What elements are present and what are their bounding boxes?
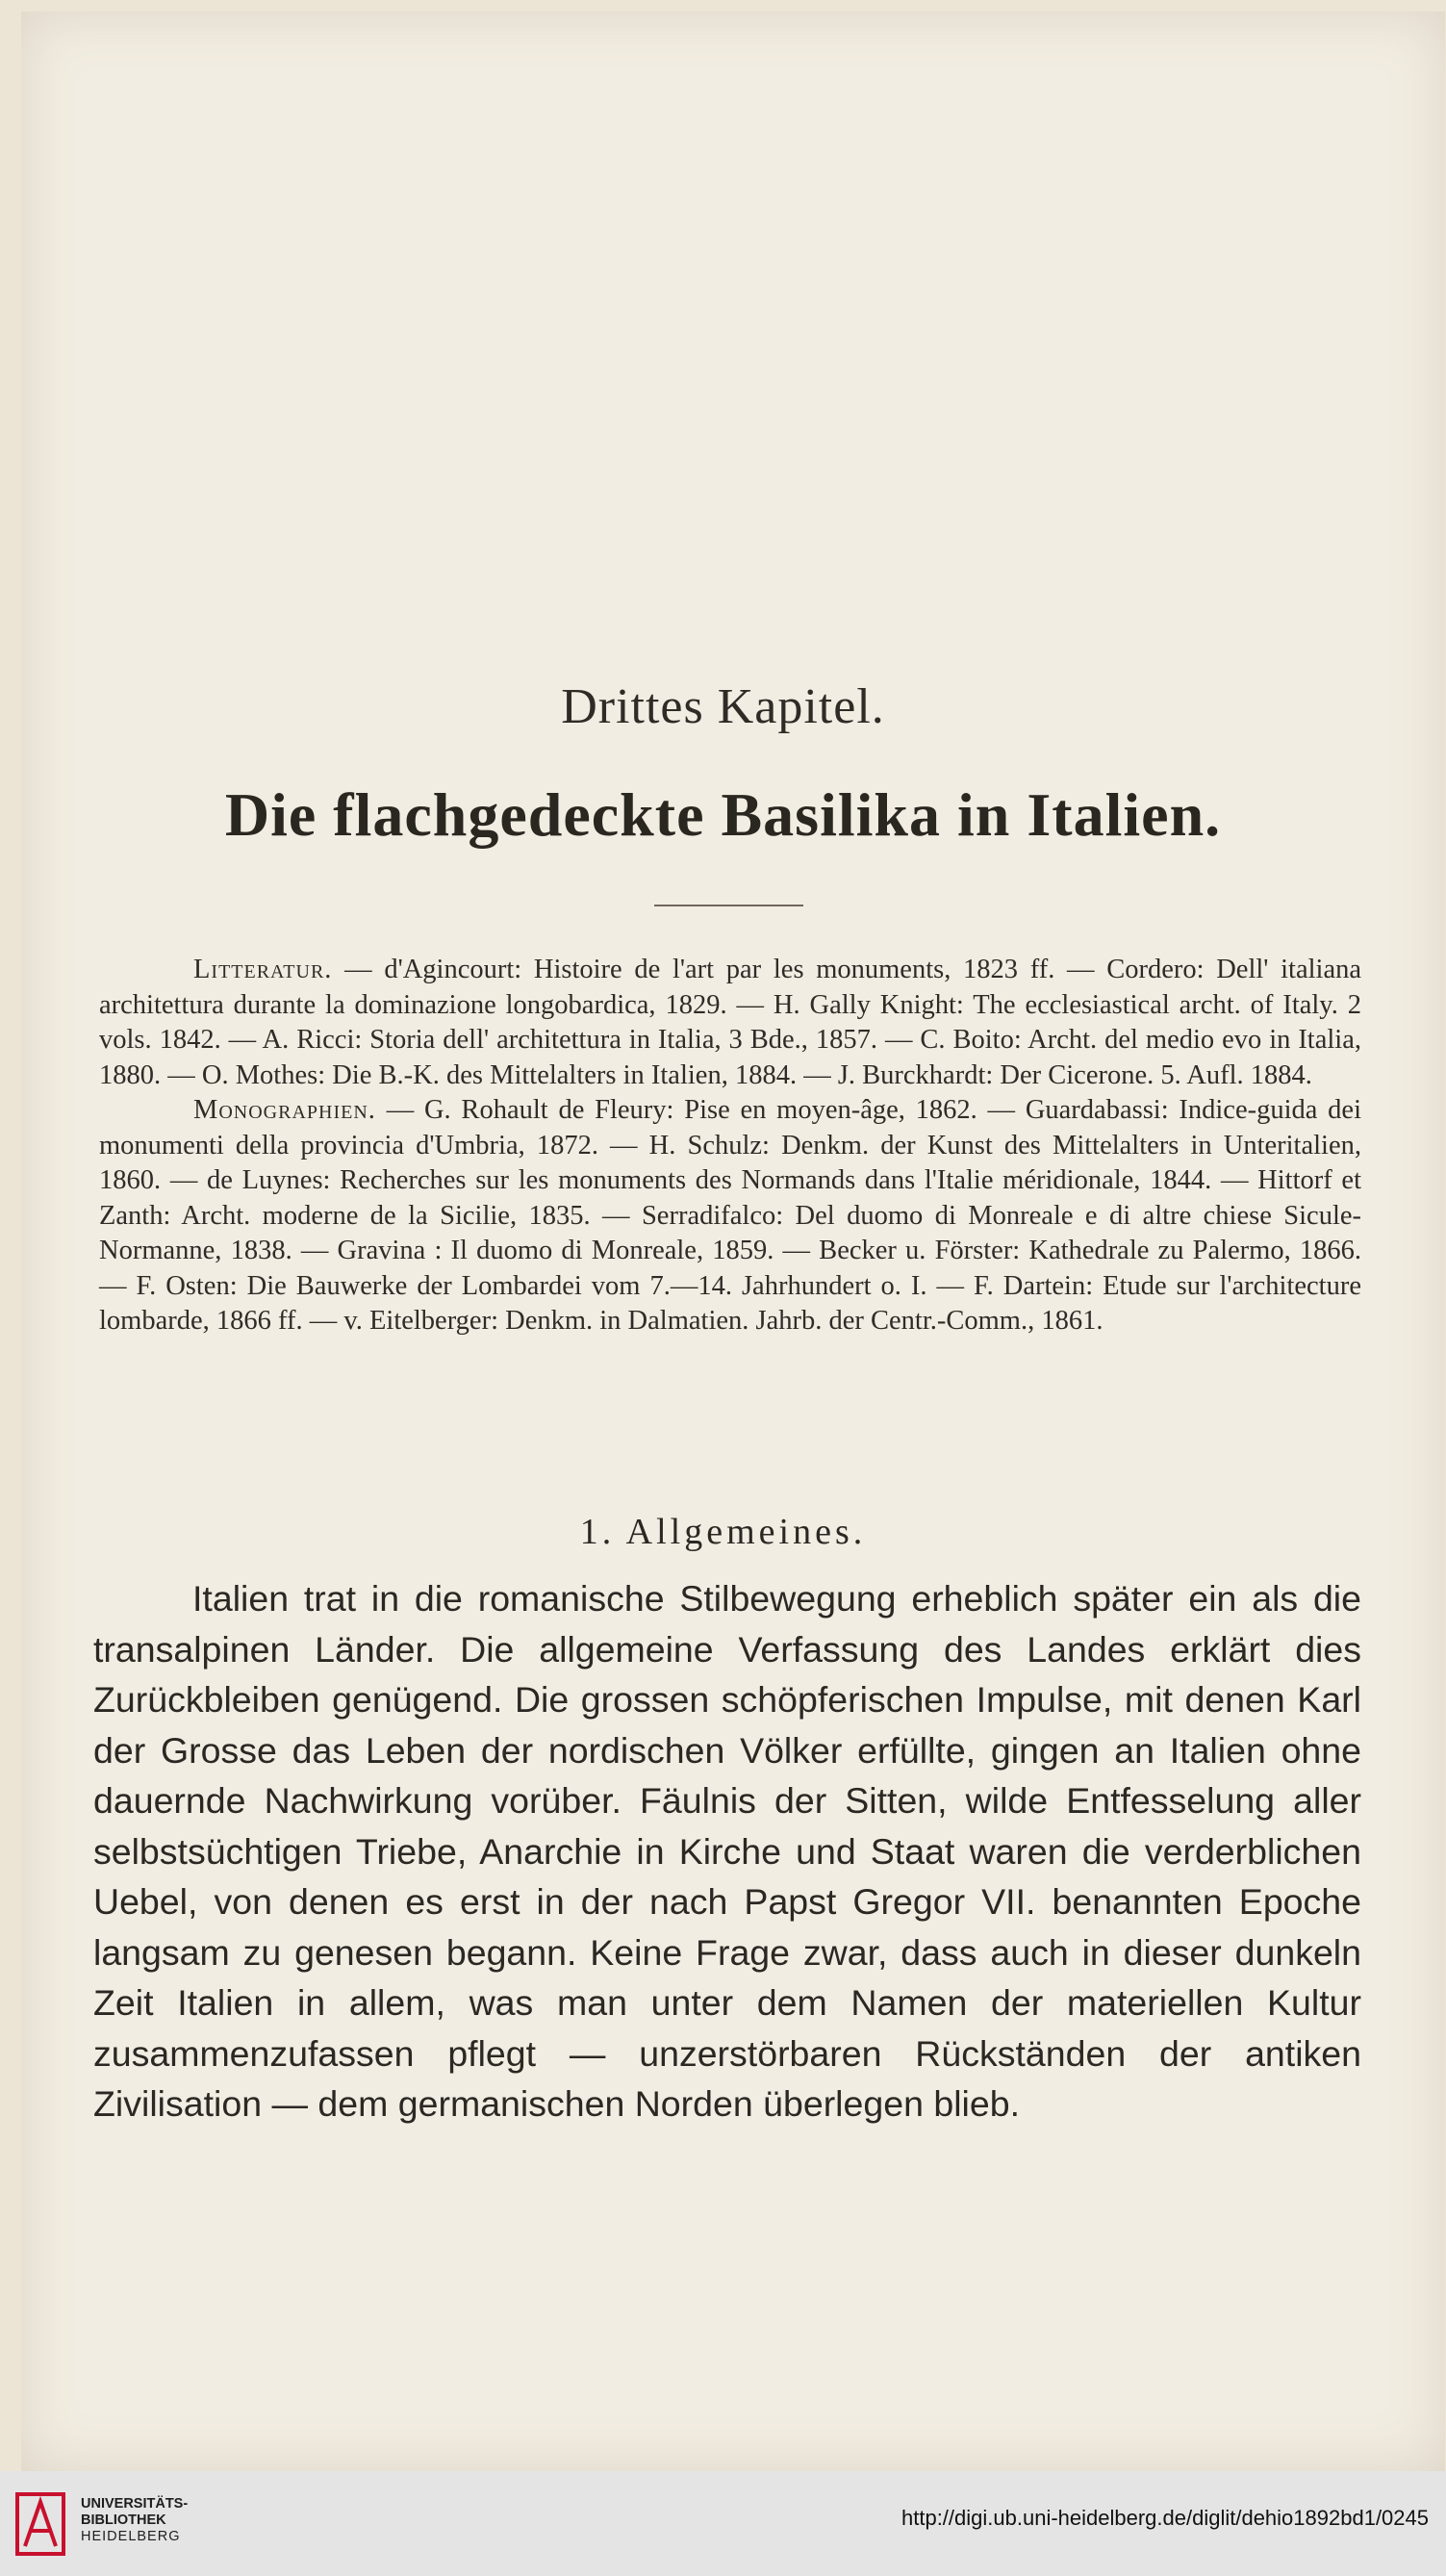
section-heading: 1. Allgemeines. — [579, 1512, 867, 1552]
monographs-paragraph — [99, 1093, 1361, 1339]
body-paragraph: Italien trat in die romanische Stilbewegung erheblich später ein als die transalpinen Länder. Die allgemeine Verfassung des Landes erklärt dies Zurückbleiben genügend. Die grossen schöpferischen Impulse, mit denen Karl der Grosse das Leben der nordischen Völker erfüllte, gingen an Italien ohne dauernde Nachwirkung vorüber. Fäulnis der Sitten, wilde Entfesselung aller selbstsüchtigen Triebe, Anarchie in Kirche und Staat waren die verderblichen Uebel, von denen es erst in der nach Papst Gregor VII. benannten Epoche langsam zu genesen begann. Keine Frage zwar, dass auch in dieser dunkeln Zeit Italien in allem, was man unter dem Namen der materiellen Kultur zusammenzufassen pflegt — unzerstörbaren Rückständen der antiken Zivilisation — dem germanischen Norden überlegen blieb. — [93, 1578, 1361, 2124]
library-line: UNIVERSITÄTS- — [81, 2496, 189, 2512]
chapter-heading: Drittes Kapitel. — [561, 679, 885, 734]
literature-text: — d'Agincourt: Histoire de l'art par les monuments, 1823 ff. — Cordero: Dell' italiana architettura durante la dominazione longobardica, 1829. — H. Gally Knight: The ecclesiastical archt. of Italy. 2 vols. 1842. — A. Ricci: Storia dell' architettura in Italia, 3 Bde., 1857. — C. Boito: Archt. del medio evo in Italia, 1880. — O. Mothes: Die B.-K. des Mittelalters in Italien, 1884. — J. Burckhardt: Der Cicerone. 5. Aufl. 1884. — [99, 955, 1361, 1090]
bibliography-block — [99, 953, 1361, 1339]
library-line: BIBLIOTHEK — [81, 2512, 166, 2528]
chapter-title: Die flachgedeckte Basilika in Italien. — [224, 780, 1222, 849]
literature-paragraph — [99, 953, 1361, 1093]
university-library-logo-icon — [15, 2485, 65, 2562]
body-text-block — [93, 1573, 1361, 2130]
monographs-text: — G. Rohault de Fleury: Pise en moyen-âge, 1862. — Guardabassi: Indice-guida dei monumenti della provincia d'Umbria, 1872. — H. Schulz: Denkm. der Kunst des Mittelalters in Unteritalien, 1860. — de Luynes: Recherches sur les monuments des Normands dans l'Italie méridionale, 1844. — Hittorf et Zanth: Archt. moderne de la Sicilie, 1835. — Serradifalco: Del duomo di Monreale e di altre chiese Sicule-Normanne, 1838. — Gravina : Il duomo di Monreale, 1859. — Becker u. Förster: Kathedrale zu Palermo, 1866. — F. Osten: Die Bauwerke der Lombardei vom 7.—14. Jahrhundert o. I. — F. Dartein: Etude sur l'architecture lombarde, 1866 ff. — v. Eitelberger: Denkm. in Dalmatien. Jahrb. der Centr.-Comm., 1861. — [99, 1095, 1361, 1336]
literature-label: Litteratur. — [193, 955, 333, 984]
title-divider — [654, 905, 803, 906]
library-line: HEIDELBERG — [81, 2529, 181, 2544]
permalink-url[interactable]: http://digi.ub.uni-heidelberg.de/diglit/dehio1892bd1/0245 — [901, 2506, 1429, 2530]
monographs-label: Monographien. — [193, 1095, 376, 1125]
library-name — [81, 2496, 188, 2545]
